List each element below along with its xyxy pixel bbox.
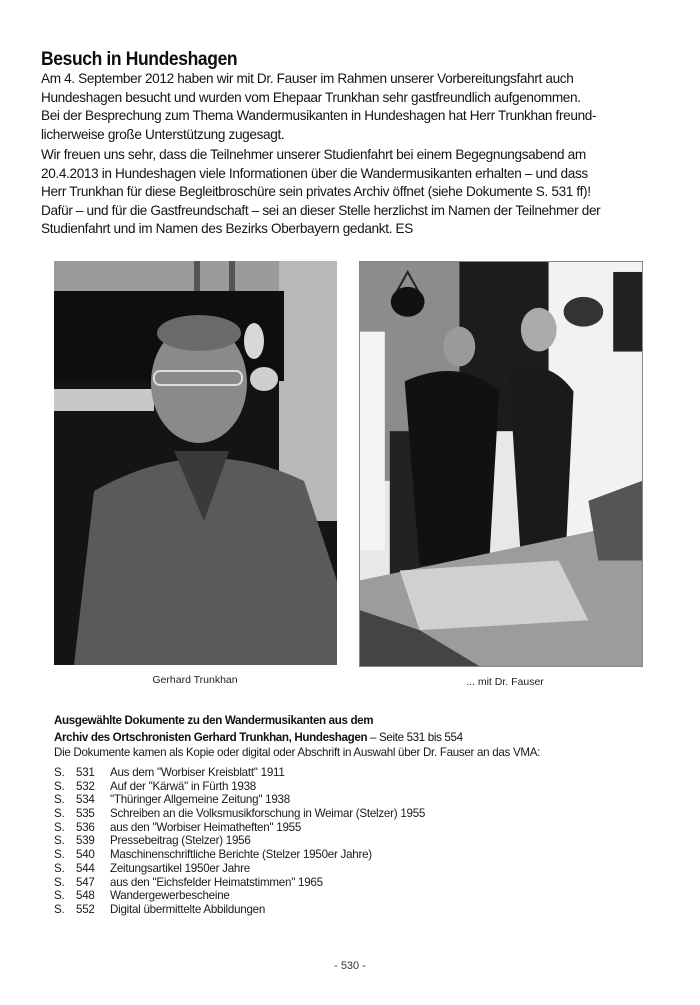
page-prefix: S. [54, 820, 65, 834]
page-number: 539 [76, 834, 95, 848]
text-line-with-signature [41, 220, 643, 239]
document-title: Wandergewerbescheine [110, 889, 230, 903]
document-title: Schreiben an die Volksmusikforschung in Weimar (Stelzer) 1955 [110, 807, 426, 821]
page-prefix: S. [54, 902, 65, 916]
photo-with-dr-fauser [359, 261, 643, 667]
paragraph-thanks [41, 146, 681, 239]
document-list [54, 766, 425, 917]
list-item [54, 766, 425, 780]
page-number: 532 [76, 779, 95, 793]
text-line: Herr Trunkhan für diese Begleitbroschüre sein privates Archiv öffnet (siehe Dokumente S. 531 ff)! [41, 184, 591, 200]
portrait-image [54, 261, 337, 665]
document-title: Aus dem "Worbiser Kreisblatt" 1911 [110, 766, 285, 779]
text-line: 20.4.2013 in Hundeshagen viele Informationen über die Wandermusikanten erhalten – und dass [41, 165, 588, 181]
text-line: Dafür – und für die Gastfreundschaft – sei an dieser Stelle herzlichst im Namen der Teilnehmer der [41, 202, 601, 218]
documents-heading-line2: Archiv des Ortschronisten Gerhard Trunkhan, Hundeshagen [54, 730, 368, 744]
text-line: Studienfahrt und im Namen des Bezirks Oberbayern gedankt. [41, 221, 393, 237]
page-number: 552 [76, 902, 95, 916]
list-item [54, 903, 425, 917]
page-prefix: S. [54, 848, 65, 862]
page-prefix: S. [54, 793, 65, 807]
text-line: Wir freuen uns sehr, dass die Teilnehmer unserer Studienfahrt bei einem Begegnungsabend am [41, 147, 586, 162]
page-prefix: S. [54, 889, 65, 903]
list-item [54, 821, 425, 835]
page-prefix: S. [54, 779, 65, 793]
documents-page-range: – Seite 531 bis 554 [367, 730, 463, 744]
list-item [54, 889, 425, 903]
courtyard-image [360, 262, 642, 666]
list-item [54, 862, 425, 876]
photo-caption-left: Gerhard Trunkhan [152, 674, 238, 686]
page-number: 536 [76, 820, 95, 834]
documents-intro: Die Dokumente kamen als Kopie oder digital oder Abschrift in Auswahl über Dr. Fauser an das VMA: [54, 746, 541, 759]
document-title: Maschinenschriftliche Berichte (Stelzer 1950er Jahre) [110, 848, 372, 862]
page-prefix: S. [54, 861, 65, 875]
page-number: 535 [76, 807, 95, 821]
page-number-footer: - 530 - [334, 960, 366, 972]
paragraph-intro [41, 70, 681, 144]
page-number: 540 [76, 848, 95, 862]
document-title: "Thüringer Allgemeine Zeitung" 1938 [110, 793, 290, 807]
page-prefix: S. [54, 807, 65, 821]
list-item [54, 807, 425, 821]
page-prefix: S. [54, 875, 65, 889]
documents-heading [54, 713, 463, 746]
list-item [54, 834, 425, 848]
document-title: Digital übermittelte Abbildungen [110, 902, 266, 916]
author-signature: ES [395, 221, 413, 237]
text-line: licherweise große Unterstützung zugesagt. [41, 126, 285, 142]
text-line: Am 4. September 2012 haben wir mit Dr. Fauser im Rahmen unserer Vorbereitungsfahrt auch [41, 71, 574, 86]
document-title: Pressebeitrag (Stelzer) 1956 [110, 834, 251, 848]
article-title: Besuch in Hundeshagen [41, 48, 238, 70]
document-title: aus den "Worbiser Heimatheften" 1955 [110, 820, 302, 834]
text-line: Bei der Besprechung zum Thema Wandermusikanten in Hundeshagen hat Herr Trunkhan freund- [41, 108, 597, 124]
document-title: Auf der "Kärwä" in Fürth 1938 [110, 779, 256, 793]
page-number: 548 [76, 889, 95, 903]
page-number: 547 [76, 875, 95, 889]
text-line: Hundeshagen besucht und wurden vom Ehepaar Trunkhan sehr gastfreundlich aufgenommen. [41, 89, 581, 105]
photo-gerhard-trunkhan [54, 261, 337, 665]
page-number: 531 [76, 766, 95, 779]
page-number: 534 [76, 793, 95, 807]
page-number: 544 [76, 861, 95, 875]
photo-caption-right: ... mit Dr. Fauser [466, 676, 544, 688]
page-prefix: S. [54, 766, 65, 779]
list-item [54, 780, 425, 794]
page-prefix: S. [54, 834, 65, 848]
document-title: Zeitungsartikel 1950er Jahre [110, 861, 250, 875]
document-title: aus den "Eichsfelder Heimatstimmen" 1965 [110, 875, 323, 889]
list-item [54, 793, 425, 807]
documents-heading-line1: Ausgewählte Dokumente zu den Wandermusikanten aus dem [54, 714, 374, 727]
list-item [54, 848, 425, 862]
list-item [54, 876, 425, 890]
